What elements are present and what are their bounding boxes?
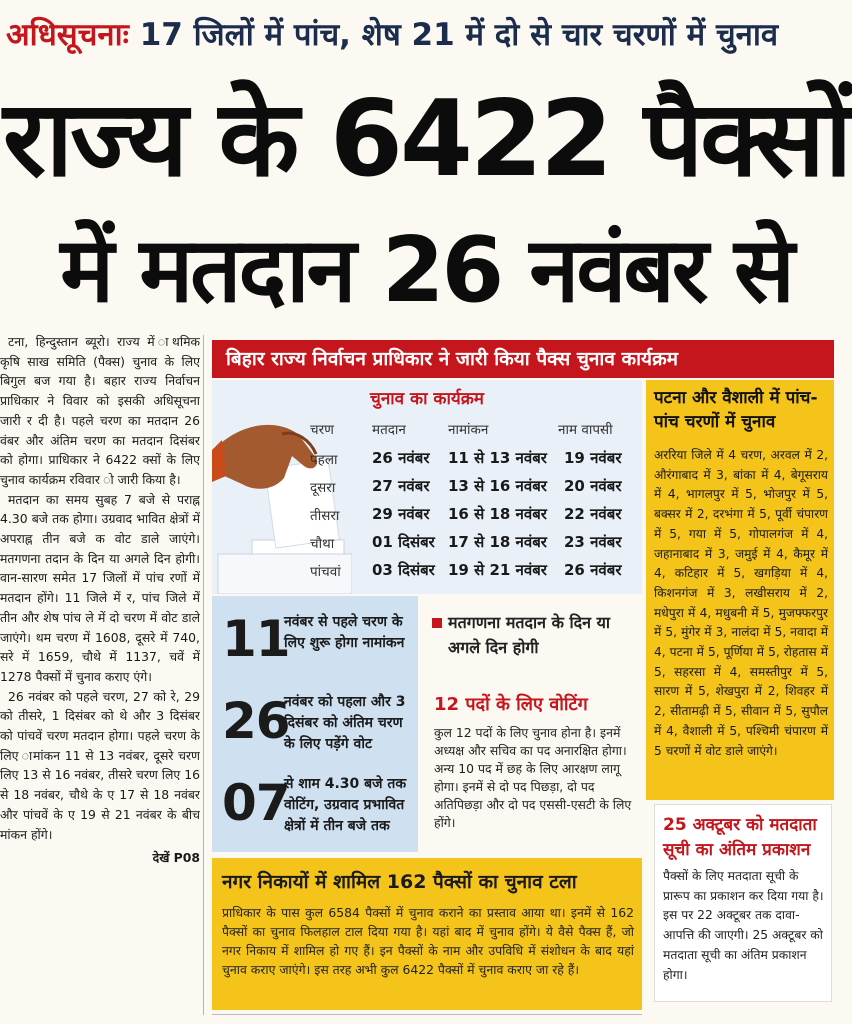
postponed-polls-title: नगर निकायों में शामिल 162 पैक्सों का चुनाव टला <box>222 871 577 893</box>
row-phase: पहला <box>310 452 338 468</box>
row-withdrawal: 20 नवंबर <box>564 477 622 495</box>
article-paragraph: 26 नवंबर को पहले चरण, 27 को रे, 29 को तीसरे, 1 दिसंबर को थे और 3 दिसंबर को पांचवें चरण मतदान होगा। पहले चरण के लिए ामांकन 11 से 13 नवंबर, दूसरे चरण लिए 13 से 16 नवंबर, तीसरे चरण लिए 16 से 18 नवंबर, चौथे के ए 17 से 18 नवंबर और पांचवें के ए 19 से 21 नवंबर के बीच मांकन होंगे। <box>0 688 200 842</box>
schedule-title: चुनाव का कार्यक्रम <box>370 389 484 409</box>
row-nomination: 17 से 18 नवंबर <box>448 533 547 551</box>
row-nomination: 16 से 18 नवंबर <box>448 505 547 523</box>
row-phase: चौथा <box>310 536 335 552</box>
counting-panel <box>420 596 644 852</box>
row-withdrawal: 19 नवंबर <box>564 449 622 467</box>
postponed-polls-panel <box>212 858 642 1010</box>
schedule-table <box>212 380 642 594</box>
headline-line-2: में मतदान 26 नवंबर से <box>60 218 792 323</box>
voter-list-box <box>654 804 832 1002</box>
row-poll-date: 26 नवंबर <box>372 449 430 467</box>
voter-list-heading: 25 अक्टूबर को मतदाता सूची का अंतिम प्रकाशन <box>663 815 817 860</box>
col-header-nomination: नामांकन <box>448 422 489 438</box>
row-nomination: 19 से 21 नवंबर <box>448 561 547 579</box>
voting-posts-body: कुल 12 पदों के लिए चुनाव होना है। इनमें अध्यक्ष और सचिव का पद अनारक्षित होगा। अन्य 10 पद में छह के लिए आरक्षण लागू होगा। इनमें से दो पद पिछड़ा, दो पद अतिपिछड़ा और दो पद एससी-एसटी के लिए होंगे। <box>434 725 632 830</box>
col-header-phase: चरण <box>310 422 334 438</box>
row-phase: तीसरा <box>310 508 340 524</box>
article-body <box>0 332 200 1022</box>
row-poll-date: 03 दिसंबर <box>372 561 435 579</box>
voter-list-body: पैक्सों के लिए मतदाता सूची के प्रारूप का प्रकाशन कर दिया गया है। इस पर 22 अक्टूबर तक दावा-आपत्ति की जाएगी। 25 अक्टूबर को मतदाता सूची का अंतिम प्रकाशन होगा। <box>663 869 824 982</box>
kicker-text: 17 जिलों में पांच, शेष 21 में दो से चार चरणों में चुनाव <box>139 17 779 53</box>
row-withdrawal: 22 नवंबर <box>564 505 622 523</box>
key-figure-label: नवंबर को पहला और 3 दिसंबर को अंतिम चरण के लिए पड़ेंगे वोट <box>284 694 406 752</box>
page-reference-link[interactable]: देखें P08 <box>152 850 200 866</box>
kicker-label: अधिसूचनाः <box>6 17 129 53</box>
district-phases-heading: पटना और वैशाली में पांच-पांच चरणों में चुनाव <box>654 388 818 432</box>
key-figure-number: 07 <box>222 774 290 832</box>
postponed-polls-body: प्राधिकार के पास कुल 6584 पैक्सों में चुनाव कराने का प्रस्ताव आया था। इनमें से 162 पैक्सों का चुनाव फिलहाल टाल दिया गया है। यहां बाद में चुनाव होंगे। ये वैसे पैक्स हैं, जो नगर निकाय में शामिल हो गए हैं। इन पैक्सों के नाम और उपविधि में संशोधन के बाद यहां चुनाव कराए जाएंगे। इस तरह अभी कुल 6422 पैक्सों में चुनाव कराए जा रहे हैं। <box>222 905 634 977</box>
bottom-rule <box>212 1014 642 1015</box>
col-header-withdrawal: नाम वापसी <box>558 422 613 438</box>
key-figure-number: 11 <box>222 610 290 668</box>
counting-heading: मतगणना मतदान के दिन या अगले दिन होगी <box>448 613 611 657</box>
key-figure-label: नवंबर से पहले चरण के लिए शुरू होगा नामांकन <box>284 614 405 651</box>
row-nomination: 13 से 16 नवंबर <box>448 477 547 495</box>
row-poll-date: 01 दिसंबर <box>372 533 435 551</box>
voting-posts-title: 12 पदों के लिए वोटिंग <box>434 694 588 715</box>
graphic-banner: बिहार राज्य निर्वाचन प्राधिकार ने जारी किया पैक्स चुनाव कार्यक्रम <box>212 340 834 378</box>
row-withdrawal: 23 नवंबर <box>564 533 622 551</box>
row-poll-date: 27 नवंबर <box>372 477 430 495</box>
column-divider <box>203 335 204 1015</box>
headline-line-1: राज्य के 6422 पैक्सों <box>2 78 850 200</box>
article-paragraph: मतदान का समय सुबह 7 बजे से पराह्न 4.30 बजे तक होगा। उग्रवाद भावित क्षेत्रों में अपराह्न तीन बजे क वोट डाले जाएंगे। मतगणना तदान के दिन या अगले दिन होगी। वान-सारण समेत 17 जिलों में पांच रणों में मतदान होंगे। 11 जिले में र, पांच जिले में तीन और शेष पांच ले में दो चरण में वोट डाले जाएंगे। थम चरण में 1608, दूसरे में 740, सरे में 1659, चौथे में 1137, चवें में 1278 पैक्सों में चुनाव कराए एंगे। <box>0 491 200 684</box>
row-withdrawal: 26 नवंबर <box>564 561 622 579</box>
key-figures-panel <box>212 596 418 852</box>
district-phases-body: अररिया जिले में 4 चरण, अरवल में 2, औरंगाबाद में 3, बांका में 4, बेगूसराय में 4, भागलपुर में 5, भोजपुर में 5, बक्सर में 2, दरभंगा में 5, पूर्वी चंपारण में 5, गया में 5, गोपालगंज में 4, जहानाबाद में 3, जमुई में 4, कैमूर में 4, कटिहार में 5, खगड़िया में 4, किशनगंज में 3, लखीसराय में 2, मधेपुरा में 4, मधुबनी में 5, मुजफ्फरपुर में 5, मुंगेर में 3, नालंदा में 5, नवादा में 4, पटना में 5, पूर्णिया में 5, रोहतास में 5, सहरसा में 4, समस्तीपुर में 5, सारण में 5, शेखपुरा में 2, शिवहर में 2, सीतामढ़ी में 5, सीवान में 5, सुपौल में 4, वैशाली में 5, पश्चिमी चंपारण में 5 चरणों में वोट डाले जाएंगे। <box>654 448 828 758</box>
row-phase: दूसरा <box>310 480 336 496</box>
key-figure-number: 26 <box>222 692 290 750</box>
kicker <box>6 8 846 62</box>
key-figure-label: से शाम 4.30 बजे तक वोटिंग, उग्रवाद प्रभावित क्षेत्रों में तीन बजे तक <box>284 776 407 834</box>
col-header-poll: मतदान <box>372 422 406 438</box>
row-poll-date: 29 नवंबर <box>372 505 430 523</box>
row-nomination: 11 से 13 नवंबर <box>448 449 547 467</box>
row-phase: पांचवां <box>310 564 341 580</box>
district-phases-panel <box>646 380 834 800</box>
bullet-square-icon <box>432 618 442 628</box>
article-paragraph: टना, हिन्दुस्तान ब्यूरो। राज्य में ाथमिक कृषि साख समिति (पैक्स) चुनाव के लिए बिगुल बज गया है। बहार राज्य निर्वाचन प्राधिकार ने विवार को इसकी अधिसूचना जारी र दी है। पहले चरण का मतदान 26 वंबर और अंतिम चरण का मतदान दिसंबर को होगा। प्राधिकार ने 6422 क्सों के लिए चुनाव कार्यक्रम रविवार ो जारी किया है। <box>0 334 200 487</box>
